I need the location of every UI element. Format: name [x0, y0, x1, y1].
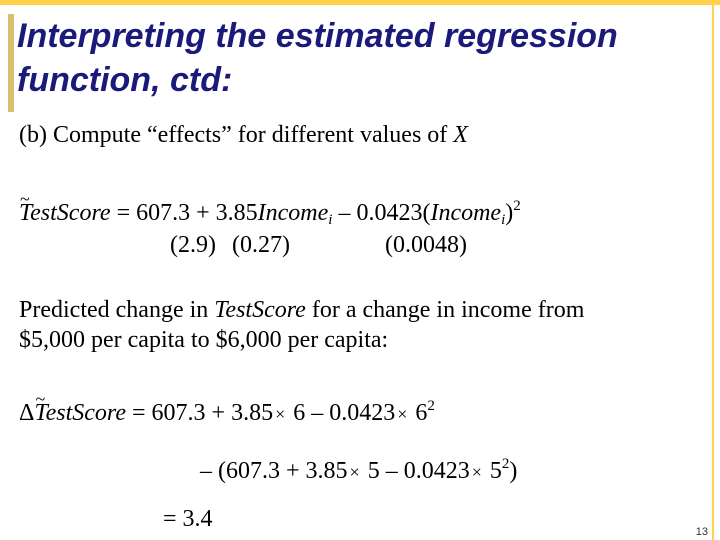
delta-l1-c: 6 — [409, 400, 428, 426]
delta-result: = 3.4 — [163, 506, 213, 532]
predicted-text-b: for a change in income from — [305, 297, 585, 323]
delta-l1-power: 2 — [427, 398, 435, 414]
predicted-line-2: $5,000 per capita to $6,000 per capita: — [19, 327, 389, 353]
delta-l2-power: 2 — [501, 456, 510, 472]
predicted-line-1 — [19, 296, 584, 324]
times-sign-2: × — [397, 404, 408, 424]
delta-equation-line-1 — [19, 399, 435, 428]
left-accent-bar — [8, 14, 14, 112]
regression-equation — [19, 199, 521, 227]
times-sign-3: × — [349, 462, 360, 482]
delta-l1-b: 6 – 0.0423 — [287, 400, 396, 426]
delta-l1-a: = 607.3 + 3.85 — [126, 400, 274, 426]
testscore-hat: ~ TestScore — [19, 199, 111, 227]
right-border-line — [712, 0, 714, 540]
eq-sub-i-2: i — [501, 212, 506, 228]
delta-symbol: Δ — [19, 400, 35, 426]
eq-power: 2 — [513, 198, 521, 214]
delta-l2-a: – (607.3 + 3.85 — [200, 458, 348, 484]
delta-l2-c: 5 — [483, 458, 502, 484]
section-variable: X — [453, 122, 468, 148]
eq-income-var-2: Income — [430, 200, 502, 226]
eq-minus-coef: – 0.0423( — [332, 200, 431, 226]
eq-income-var: Income — [257, 200, 329, 226]
delta-equation-line-2 — [200, 457, 517, 486]
page-number: 13 — [695, 526, 708, 538]
times-sign-1: × — [275, 404, 286, 424]
section-text: Compute “effects” for different values of — [52, 122, 454, 148]
eq-close-paren: ) — [505, 200, 514, 226]
delta-l2-b: 5 – 0.0423 — [361, 458, 470, 484]
times-sign-4: × — [471, 462, 482, 482]
section-label: (b) — [19, 122, 47, 148]
se-intercept: (2.9) — [170, 232, 216, 258]
eq-sub-i: i — [328, 212, 333, 228]
predicted-text-a: Predicted change in — [19, 297, 215, 323]
predicted-var: TestScore — [214, 297, 306, 323]
se-income-squared: (0.0048) — [385, 232, 467, 258]
delta-l2-d: ) — [509, 458, 518, 484]
section-b-heading — [19, 121, 468, 149]
eq-intercept: = 607.3 + 3.85 — [110, 200, 258, 226]
slide-title: Interpreting the estimated regression function, ctd: — [17, 17, 618, 99]
top-border-line — [0, 0, 720, 5]
delta-testscore-hat: ~ TestScore — [34, 399, 126, 427]
se-income: (0.27) — [232, 232, 290, 258]
